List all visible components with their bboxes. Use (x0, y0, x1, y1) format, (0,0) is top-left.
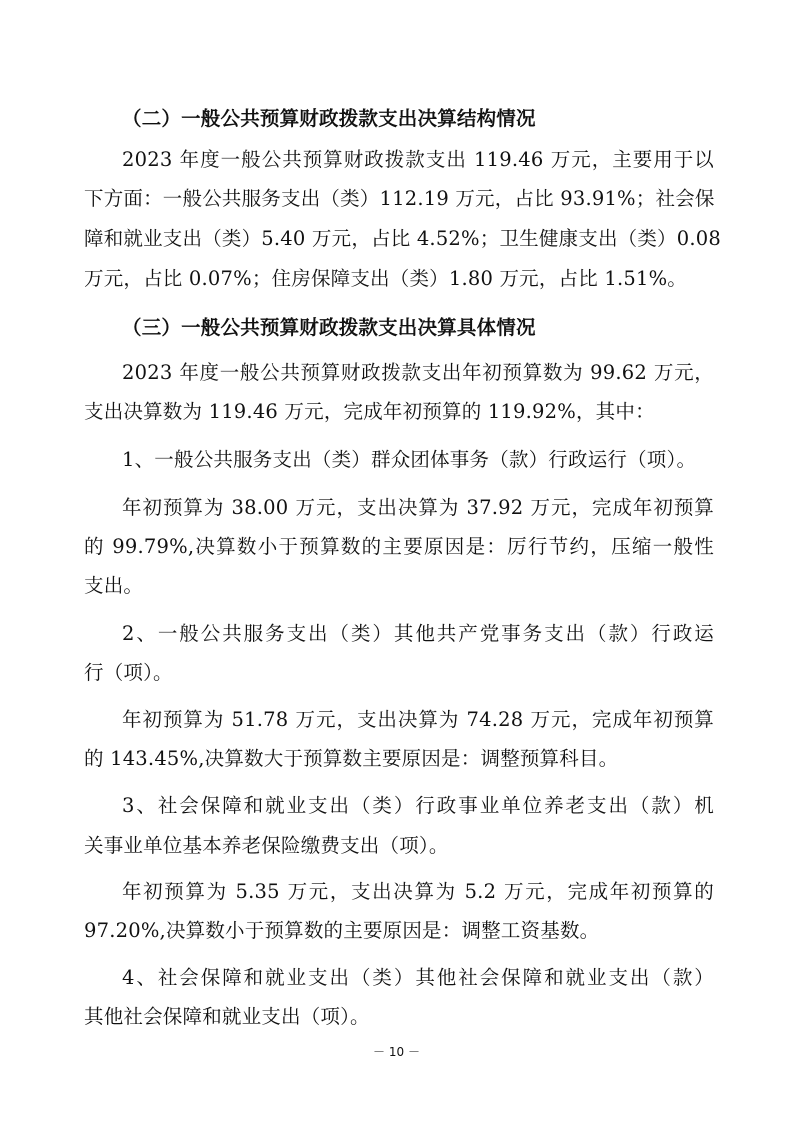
paragraph-line: 支出决算数为 119.46 万元，完成年初预算的 119.92%，其中： (84, 400, 655, 423)
paragraph-line: 年初预算为 5.35 万元，支出决算为 5.2 万元，完成年初预算的 (122, 880, 714, 903)
paragraph-line: 下方面：一般公共服务支出（类）112.19 万元，占比 93.91%；社会保 (84, 187, 715, 210)
item-4-title: 4、社会保障和就业支出（类）其他社会保障和就业支出（款） (122, 966, 714, 989)
page-number: － 10 － (373, 1045, 420, 1059)
item-2-title: 2、一般公共服务支出（类）其他共产党事务支出（款）行政运 (122, 622, 714, 645)
paragraph-line: 障和就业支出（类）5.40 万元，占比 4.52%；卫生健康支出（类）0.08 (84, 227, 721, 250)
section-heading-structure: （二）一般公共预算财政拨款支出决算结构情况 (122, 107, 536, 130)
item-3-title: 3、社会保障和就业支出（类）行政事业单位养老支出（款）机 (122, 794, 714, 817)
section-heading-detail: （三）一般公共预算财政拨款支出决算具体情况 (122, 316, 536, 339)
paragraph-line: 2023 年度一般公共预算财政拨款支出年初预算数为 99.62 万元， (122, 361, 714, 384)
paragraph-line: 万元，占比 0.07%；住房保障支出（类）1.80 万元，占比 1.51%。 (84, 267, 688, 290)
paragraph-line: 年初预算为 51.78 万元，支出决算为 74.28 万元，完成年初预算 (122, 708, 714, 731)
item-2-title-cont: 行（项）。 (84, 661, 173, 684)
item-1-title: 1、一般公共服务支出（类）群众团体事务（款）行政运行（项）。 (122, 448, 697, 471)
paragraph-line: 97.20%,决算数小于预算数的主要原因是：调整工资基数。 (84, 919, 600, 942)
paragraph-line: 的 143.45%,决算数大于预算数主要原因是：调整预算科目。 (84, 747, 619, 770)
item-4-title-cont: 其他社会保障和就业支出（项）。 (84, 1005, 370, 1028)
item-3-title-cont: 关事业单位基本养老保险缴费支出（项）。 (84, 834, 449, 857)
paragraph-line: 2023 年度一般公共预算财政拨款支出 119.46 万元，主要用于以 (122, 148, 714, 171)
paragraph-line: 的 99.79%,决算数小于预算数的主要原因是：厉行节约，压缩一般性 (84, 535, 714, 558)
paragraph-line: 支出。 (84, 574, 144, 597)
paragraph-line: 年初预算为 38.00 万元，支出决算为 37.92 万元，完成年初预算 (122, 496, 714, 519)
